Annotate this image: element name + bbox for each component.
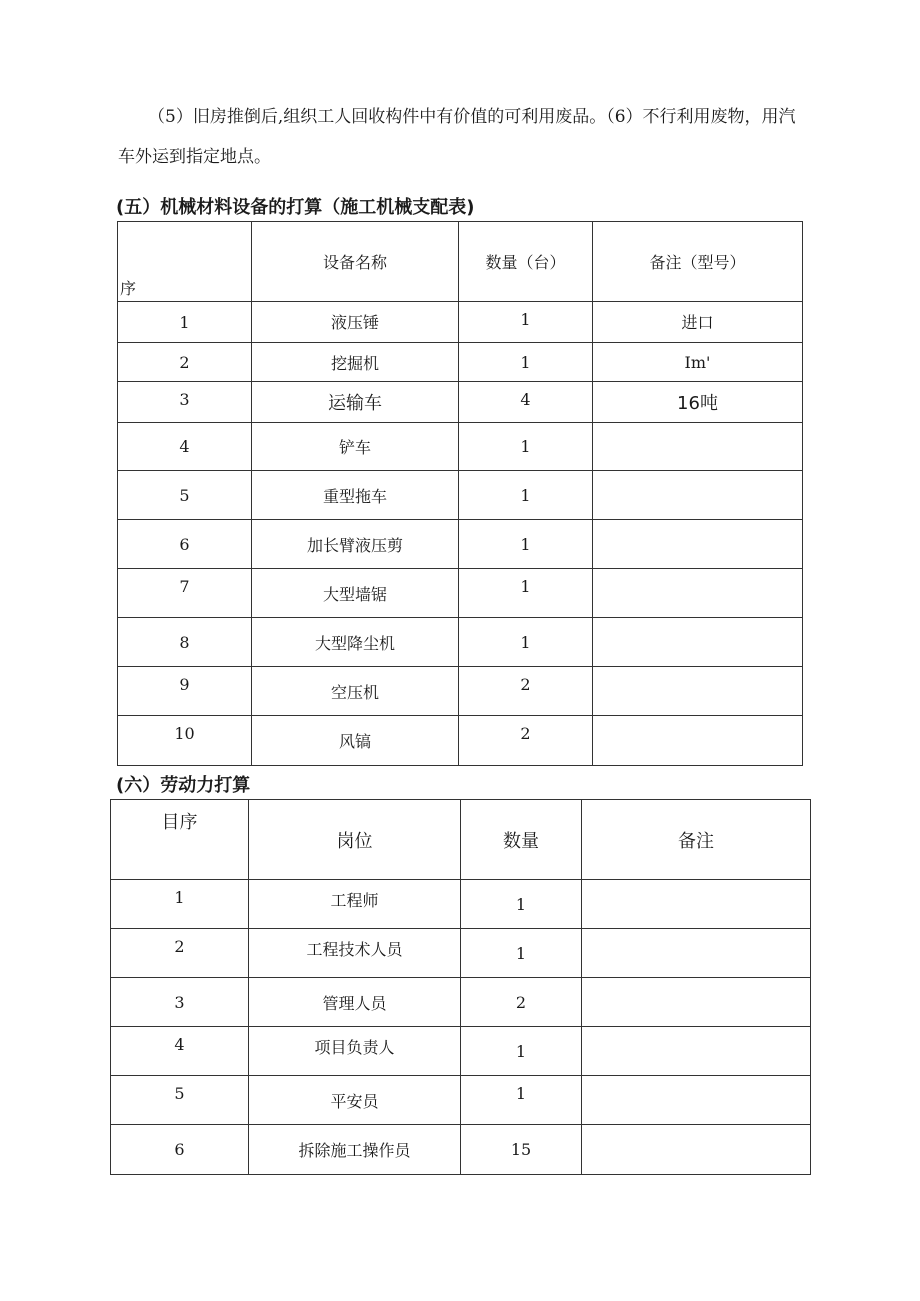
cell-qty: 1 (461, 1027, 582, 1076)
cell-note (593, 423, 803, 471)
table-row (111, 880, 811, 929)
cell-qty: 2 (459, 716, 593, 766)
cell-name: 空压机 (252, 667, 459, 716)
header-qty: 数量 (461, 800, 582, 880)
cell-note (582, 978, 811, 1027)
cell-note (582, 1027, 811, 1076)
cell-note: Im' (593, 343, 803, 382)
cell-note (593, 471, 803, 520)
cell-note (593, 667, 803, 716)
cell-seq: 5 (118, 471, 252, 520)
cell-name: 大型墙锯 (252, 569, 459, 618)
cell-seq: 8 (118, 618, 252, 667)
cell-note (593, 569, 803, 618)
table-row (118, 667, 803, 716)
cell-qty: 1 (461, 880, 582, 929)
cell-note (593, 618, 803, 667)
table-row (118, 618, 803, 667)
table-row (118, 343, 803, 382)
table-row (118, 302, 803, 343)
cell-seq: 7 (118, 569, 252, 618)
cell-name: 重型拖车 (252, 471, 459, 520)
cell-post: 平安员 (249, 1076, 461, 1125)
cell-qty: 2 (459, 667, 593, 716)
table-row (118, 716, 803, 766)
header-note: 备注 (582, 800, 811, 880)
table-row (118, 520, 803, 569)
cell-post: 管理人员 (249, 978, 461, 1027)
cell-note: 进口 (593, 302, 803, 343)
cell-qty: 1 (461, 929, 582, 978)
cell-seq: 6 (118, 520, 252, 569)
cell-qty: 1 (461, 1076, 582, 1125)
cell-name: 挖掘机 (252, 343, 459, 382)
cell-qty: 2 (461, 978, 582, 1027)
cell-qty: 1 (459, 302, 593, 343)
machinery-header-row (118, 222, 803, 302)
cell-qty: 1 (459, 520, 593, 569)
cell-qty: 1 (459, 343, 593, 382)
cell-seq: 9 (118, 667, 252, 716)
labor-header-row (111, 800, 811, 880)
cell-seq: 1 (118, 302, 252, 343)
machinery-table (117, 221, 803, 766)
header-qty: 数量（台） (459, 222, 593, 302)
cell-post: 项目负责人 (249, 1027, 461, 1076)
machinery-heading: (五）机械材料设备的打算（施工机械支配表) (116, 197, 475, 218)
cell-seq: 2 (118, 343, 252, 382)
cell-post: 工程技术人员 (249, 929, 461, 978)
labor-heading: (六）劳动力打算 (116, 775, 251, 796)
table-row (111, 1076, 811, 1125)
cell-qty: 1 (459, 618, 593, 667)
cell-name: 大型降尘机 (252, 618, 459, 667)
cell-name: 液压锤 (252, 302, 459, 343)
table-row (118, 423, 803, 471)
cell-seq: 5 (111, 1076, 249, 1125)
cell-seq: 3 (111, 978, 249, 1027)
cell-qty: 1 (459, 569, 593, 618)
cell-note (582, 1076, 811, 1125)
table-row (118, 569, 803, 618)
table-row (111, 929, 811, 978)
table-row (118, 471, 803, 520)
cell-note (582, 929, 811, 978)
header-seq: 序 (118, 222, 252, 302)
table-row (111, 1027, 811, 1076)
cell-qty: 15 (461, 1125, 582, 1175)
cell-qty: 1 (459, 471, 593, 520)
cell-seq: 3 (118, 382, 252, 423)
cell-name: 加长臂液压剪 (252, 520, 459, 569)
cell-seq: 4 (118, 423, 252, 471)
table-row (118, 382, 803, 423)
table-row (111, 1125, 811, 1175)
cell-note (593, 520, 803, 569)
cell-post: 工程师 (249, 880, 461, 929)
header-seq: 目序 (111, 800, 249, 880)
cell-name: 铲车 (252, 423, 459, 471)
labor-table (110, 799, 811, 1175)
table-row (111, 978, 811, 1027)
cell-seq: 2 (111, 929, 249, 978)
cell-name: 风镐 (252, 716, 459, 766)
header-note: 备注（型号） (593, 222, 803, 302)
cell-note (582, 1125, 811, 1175)
cell-qty: 1 (459, 423, 593, 471)
intro-paragraph: （5）旧房推倒后,组织工人回收构件中有价值的可利用废品。（6）不行利用废物，用汽车外运到指定地点。 (118, 107, 796, 167)
cell-name: 运输车 (252, 382, 459, 423)
header-post: 岗位 (249, 800, 461, 880)
cell-note (593, 716, 803, 766)
cell-seq: 10 (118, 716, 252, 766)
cell-seq: 6 (111, 1125, 249, 1175)
cell-seq: 4 (111, 1027, 249, 1076)
cell-note (582, 880, 811, 929)
header-name: 设备名称 (252, 222, 459, 302)
cell-seq: 1 (111, 880, 249, 929)
cell-note: 16吨 (593, 382, 803, 423)
cell-qty: 4 (459, 382, 593, 423)
cell-post: 拆除施工操作员 (249, 1125, 461, 1175)
